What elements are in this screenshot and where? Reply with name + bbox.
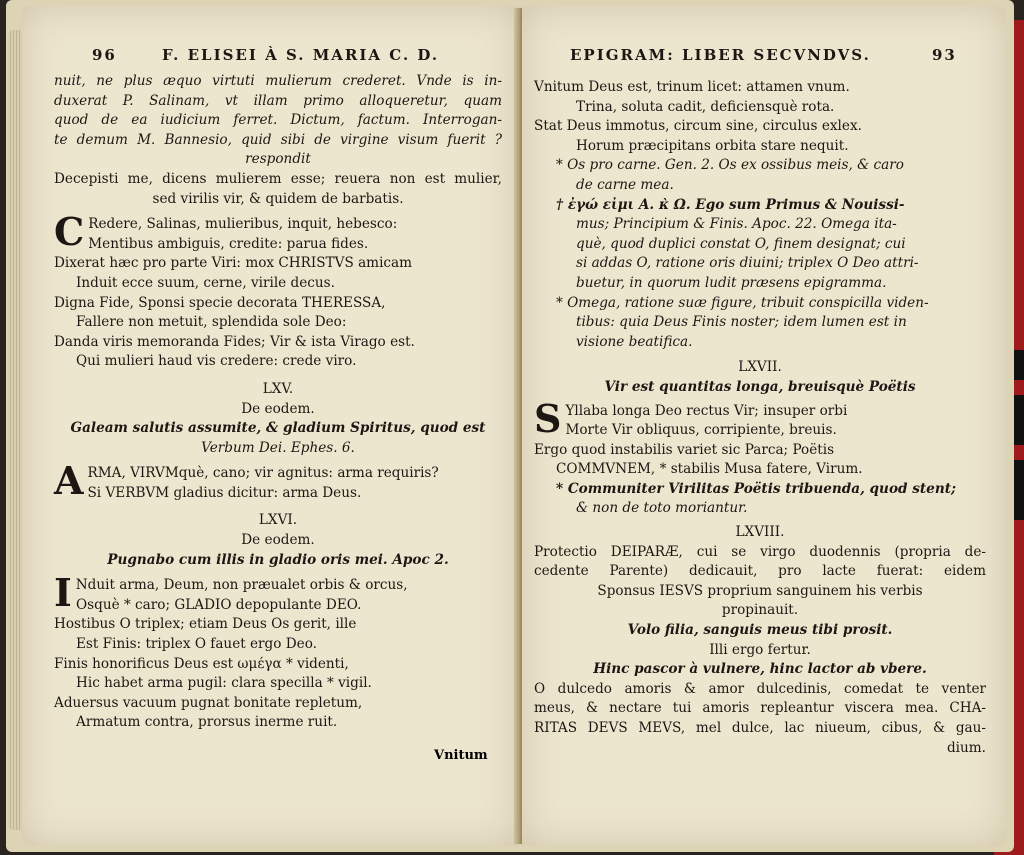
text-line: te demum M. Bannesio, quid sibi de virgine visum fuerit ?: [54, 131, 502, 148]
text-line: Protectio DEIPARÆ, cui se virgo duodennis (propria de-: [534, 543, 986, 560]
note-line: * Omega, ratione suæ figure, tribuit conspicilla viden-: [556, 294, 929, 311]
verse-line: Est Finis: triplex O fauet ergo Deo.: [76, 636, 317, 653]
text-line: quod de ea iudicium ferret. Dictum, factum. Interrogan-: [54, 112, 502, 129]
note-line: buetur, in quorum ludit præsens epigramma.: [576, 274, 887, 291]
epigram-motto: Vir est quantitas longa, breuisquè Poëtis: [604, 378, 916, 395]
drop-capital: S: [534, 395, 562, 441]
text-line: propinauit.: [721, 602, 799, 619]
text-line: dium.: [946, 739, 986, 756]
note-line: mus; Principium & Finis. Apoc. 22. Omega ita-: [576, 216, 897, 233]
epigram-number: LXVIII.: [735, 524, 785, 541]
verse-line: S Yllaba longa Deo rectus Vir; insuper orbi: [534, 395, 848, 441]
right-page-number: 93: [932, 46, 957, 64]
note-line: & non de toto moriantur.: [576, 500, 748, 517]
verse-line: Digna Fide, Sponsi specie decorata THERESSA,: [54, 294, 386, 311]
catchword: Vnitum: [434, 748, 488, 763]
verse-line: Si VERBVM gladius dicitur: arma Deus.: [87, 484, 362, 501]
left-running-head: F. ELISEI À S. MARIA C. D.: [162, 46, 440, 64]
verse-line: Vnitum Deus est, trinum licet: attamen vnum.: [534, 79, 850, 95]
note-line: què, quod duplici constat O, finem designat; cui: [576, 235, 906, 252]
note-line: † ἐγώ εἰμι Α. κ̀ Ω. Ego sum Primus & Nouissi-: [556, 196, 905, 213]
epigram-number: LXVI.: [258, 512, 298, 529]
drop-capital: A: [54, 458, 84, 504]
epigram-number: LXVII.: [738, 359, 782, 376]
epigram-motto: Volo filia, sanguis meus tibi prosit.: [627, 622, 893, 639]
verse-line: C Redere, Salinas, mulieribus, inquit, hebesco:: [54, 209, 398, 255]
drop-capital: I: [54, 570, 72, 616]
left-page: [22, 6, 518, 846]
verse-line: Horum præcipitans orbita stare nequit.: [576, 137, 849, 154]
text-line: nuit, ne plus æquo virtuti mulierum crederet. Vnde is in-: [54, 73, 502, 89]
epigram-motto: Hinc pascor à vulnere, hinc lactor ab vbere.: [593, 661, 927, 678]
text-line: respondit: [245, 151, 311, 168]
verse-line: Armatum contra, prorsus inerme ruit.: [76, 714, 338, 731]
verse-line: Aduersus vacuum pugnat bonitate repletum,: [54, 694, 363, 711]
right-page-text: [534, 78, 986, 758]
verse-line: Mentibus ambiguis, credite: parua fides.: [88, 235, 369, 252]
verse-line: Hostibus O triplex; etiam Deus Os gerit, ille: [54, 616, 357, 633]
epigram-title: De eodem.: [241, 532, 315, 549]
drop-capital: C: [54, 209, 85, 255]
right-running-head: EPIGRAM: LIBER SECVNDVS.: [570, 46, 871, 64]
left-page-text: [54, 72, 502, 733]
epigram-title: De eodem.: [241, 400, 315, 417]
verse-line: Finis honorificus Deus est ωμέγα * videnti,: [54, 655, 349, 672]
text-line: duxerat P. Salinam, vt illam primo alloqueretur, quam: [54, 92, 502, 109]
text-line: cedente Parente) dedicauit, pro lacte fuerat: eidem: [534, 563, 986, 580]
text-line: Illi ergo fertur.: [709, 641, 811, 658]
epigram-motto: Galeam salutis assumite, & gladium Spiritus, quod est: [70, 420, 486, 437]
verse-line: Dixerat hæc pro parte Viri: mox CHRISTVS amicam: [54, 255, 413, 272]
verse-line: I Nduit arma, Deum, non præualet orbis & orcus,: [54, 570, 408, 616]
verse-line: Danda viris memoranda Fides; Vir & ista Virago est.: [54, 333, 415, 350]
text-line: Sponsus IESVS proprium sanguinem his verbis: [597, 582, 923, 599]
verse-line: Osquè * caro; GLADIO depopulante DEO.: [76, 596, 362, 613]
verse-line: Stat Deus immotus, circum sine, circulus exlex.: [534, 118, 862, 135]
open-book: [6, 0, 1014, 852]
text-line: Decepisti me, dicens mulierem esse; reuera non est mulier,: [54, 170, 502, 187]
verse-line: Hic habet arma pugil: clara specilla * vigil.: [76, 675, 372, 692]
note-line: si addas O, ratione oris diuini; triplex O Deo attri-: [576, 255, 919, 272]
left-page-number: 96: [92, 46, 117, 64]
note-line: de carne mea.: [576, 176, 674, 193]
note-line: * Os pro carne. Gen. 2. Os ex ossibus meis, & caro: [556, 157, 904, 174]
verse-line: ARMA, VIRVMquè, cano; vir agnitus: arma requiris?: [54, 458, 439, 504]
page-edges: [8, 30, 22, 830]
epigram-motto: Pugnabo cum illis in gladio oris mei. Apoc 2.: [107, 551, 449, 568]
verse-line: Qui mulieri haud vis credere: crede viro.: [76, 353, 357, 370]
text-line: O dulcedo amoris & amor dulcedinis, comedat te venter: [534, 680, 986, 697]
verse-line: COMMVNEM, * stabilis Musa fatere, Virum.: [556, 461, 863, 478]
text-line: RITAS DEVS MEVS, mel dulce, lac niueum, cibus, & gau-: [534, 720, 986, 736]
verse-line: Induit ecce suum, cerne, virile decus.: [76, 274, 335, 291]
note-line: tibus: quia Deus Finis noster; idem lumen est in: [576, 314, 907, 331]
note-line: visione beatifica.: [576, 333, 693, 350]
verse-line: Morte Vir obliquus, corripiente, breuis.: [565, 422, 837, 439]
text-line: meus, & nectare tui amoris repleantur viscera mea. CHA-: [534, 700, 986, 717]
verse-line: Ergo quod instabilis variet sic Parca; Poëtis: [534, 441, 835, 458]
epigram-motto: Verbum Dei. Ephes. 6.: [201, 439, 355, 456]
text-line: sed virilis vir, & quidem de barbatis.: [152, 190, 404, 207]
note-line: * Communiter Virilitas Poëtis tribuenda, quod stent;: [556, 480, 957, 497]
verse-line: Trina, soluta cadit, deficiensquè rota.: [576, 98, 835, 115]
verse-line: Fallere non metuit, splendida sole Deo:: [76, 314, 347, 331]
right-page: [522, 6, 1006, 846]
epigram-number: LXV.: [262, 380, 294, 397]
